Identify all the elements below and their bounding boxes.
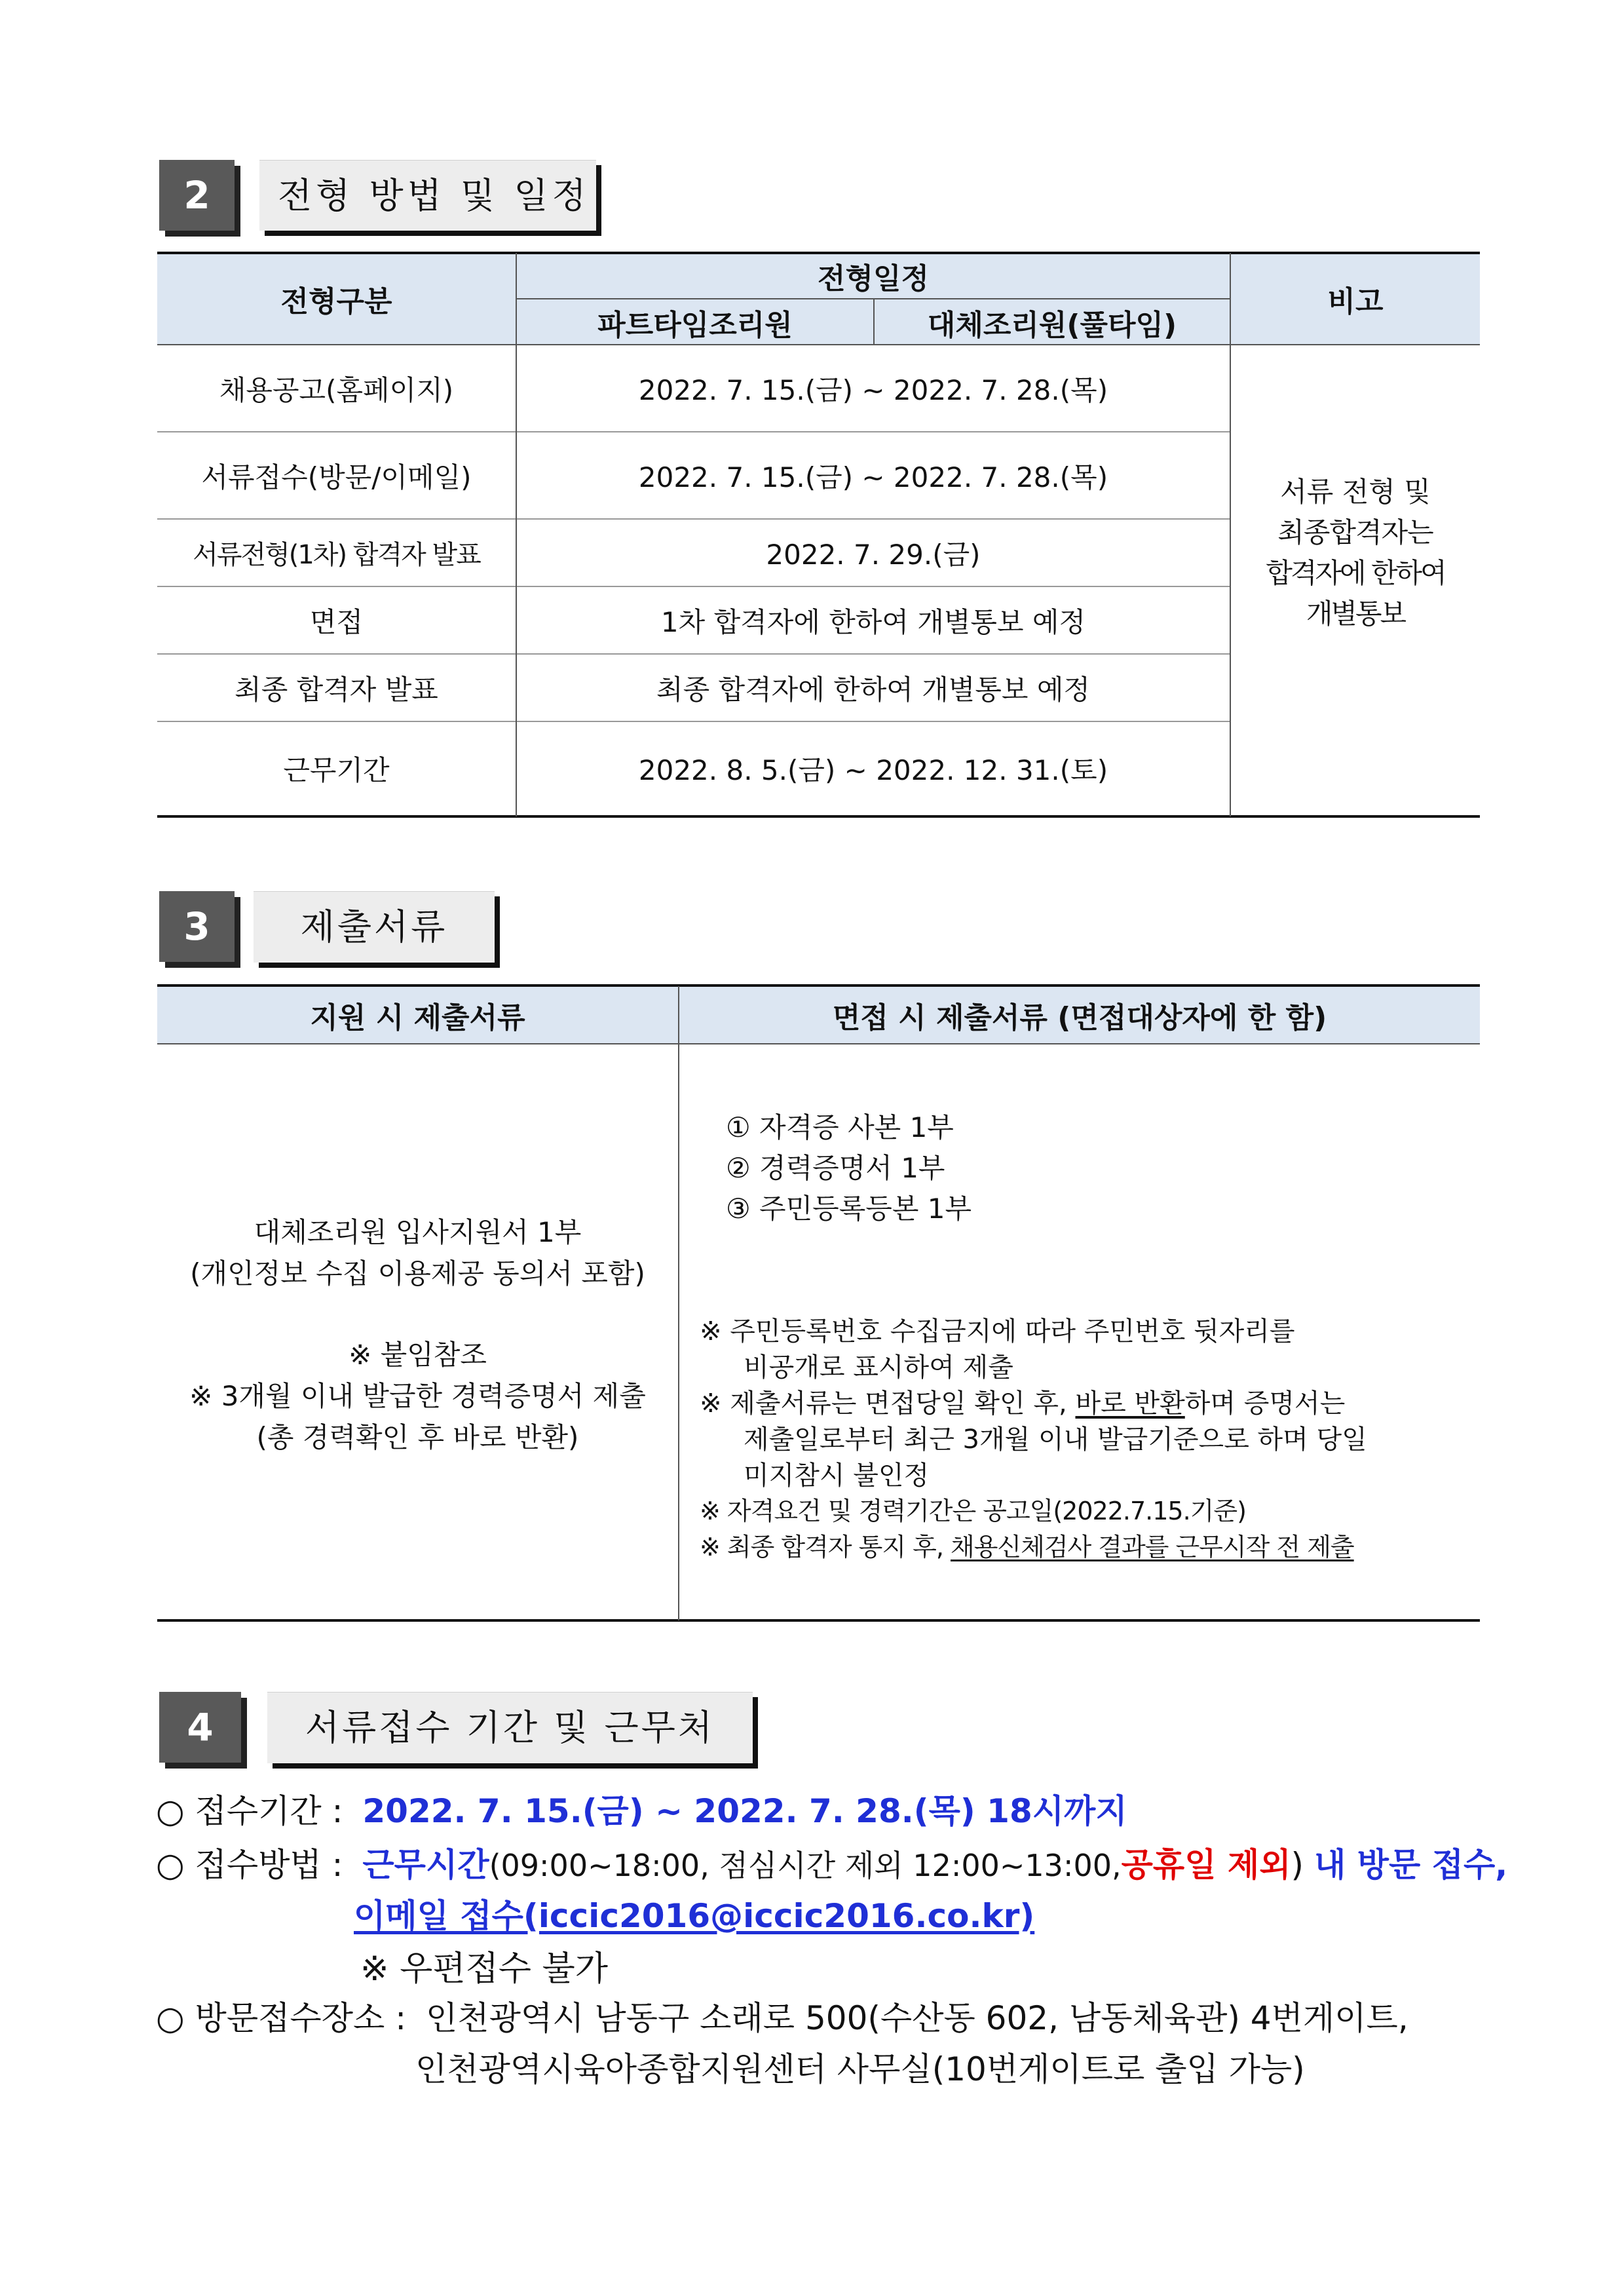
interview-document-item: ① 자격증 사본 1부 — [726, 1111, 954, 1143]
row-label-document-submission: 서류접수(방문/이메일) — [201, 461, 472, 493]
submission-email-link[interactable]: 이메일 접수(iccic2016@iccic2016.co.kr) — [354, 1897, 1035, 1935]
visit-location — [156, 1992, 1408, 2039]
no-postal-submission-note: ※ 우편접수 불가 — [360, 1949, 609, 1989]
note-underlined-text: 바로 반환 — [1075, 1388, 1185, 1419]
submission-method-hours: 근무시간 — [362, 1846, 489, 1884]
row-label-interview: 면접 — [309, 605, 364, 638]
note-documents-return-3: 미지참시 불인정 — [744, 1461, 930, 1491]
note-resident-number-1: ※ 주민등록번호 수집금지에 따라 주민번호 뒷자리를 — [700, 1316, 1295, 1347]
apply-document-form: 대체조리원 입사지원서 1부 — [254, 1216, 582, 1248]
row-value-final-announcement: 최종 합격자에 한하여 개별통보 예정 — [656, 673, 1090, 706]
submission-method-close: ) — [1291, 1846, 1314, 1884]
section-number-2: 2 — [159, 160, 235, 231]
section-title-4: 서류접수 기간 및 근무처 — [267, 1692, 753, 1763]
section-number-3: 3 — [159, 891, 235, 962]
header-interview-documents: 면접 시 제출서류 (면접대상자에 한 함) — [832, 1001, 1327, 1035]
submission-period-label: ○ 접수기간 : — [156, 1792, 343, 1830]
row-label-job-posting: 채용공고(홈페이지) — [219, 373, 454, 406]
note-line: 최종합격자는 — [1277, 516, 1433, 548]
submission-period — [156, 1785, 1127, 1832]
row-label-first-pass-announcement: 서류전형(1차) 합격자 발표 — [193, 540, 480, 570]
row-label-final-announcement: 최종 합격자 발표 — [235, 673, 438, 706]
visit-location-line2: 인천광역시육아종합지원센터 사무실(10번게이트로 출입 가능) — [415, 2050, 1305, 2088]
note-text: ※ 최종 합격자 통지 후, — [700, 1533, 951, 1561]
note-underlined-text: 채용신체검사 결과를 근무시작 전 제출 — [950, 1533, 1354, 1561]
note-line: 개별통보 — [1306, 598, 1405, 630]
row-value-work-period: 2022. 8. 5.(금) ~ 2022. 12. 31.(토) — [638, 754, 1108, 786]
note-line: 합격자에 한하여 — [1266, 557, 1445, 589]
row-value-first-pass-announcement: 2022. 7. 29.(금) — [766, 538, 981, 571]
section-title-2: 전형 방법 및 일정 — [259, 160, 596, 231]
header-schedule: 전형일정 — [817, 261, 929, 296]
row-label-work-period: 근무기간 — [283, 754, 390, 786]
header-apply-documents: 지원 시 제출서류 — [310, 1001, 525, 1035]
header-parttime-cook: 파트타임조리원 — [597, 308, 793, 342]
section-number-4: 4 — [159, 1692, 241, 1763]
header-substitute-cook: 대체조리원(풀타임) — [927, 308, 1177, 342]
note-line: 서류 전형 및 — [1280, 476, 1431, 508]
submission-method — [156, 1839, 1507, 1886]
visit-location-label: ○ 방문접수장소 : — [156, 1999, 407, 2037]
submission-method-visit: 내 방문 접수, — [1313, 1846, 1508, 1884]
interview-document-item: ③ 주민등록등본 1부 — [726, 1193, 972, 1225]
submission-method-detail: (09:00~18:00, 점심시간 제외 12:00~13:00, — [489, 1848, 1122, 1883]
note-qualification-date: ※ 자격요건 및 경력기간은 공고일(2022.7.15.기준) — [700, 1497, 1246, 1525]
row-value-job-posting: 2022. 7. 15.(금) ~ 2022. 7. 28.(목) — [638, 373, 1108, 406]
header-category: 전형구분 — [280, 285, 392, 318]
note-text: ※ 제출서류는 면접당일 확인 후, — [700, 1388, 1076, 1419]
row-value-document-submission: 2022. 7. 15.(금) ~ 2022. 7. 28.(목) — [638, 461, 1108, 493]
section-title-3: 제출서류 — [254, 891, 495, 963]
visit-location-line1: 인천광역시 남동구 소래로 500(수산동 602, 남동체육관) 4번게이트, — [425, 1999, 1408, 2037]
submission-method-holiday: 공휴일 제외 — [1121, 1846, 1291, 1884]
note-text: 하며 증명서는 — [1184, 1388, 1346, 1419]
note-cell — [1231, 472, 1480, 634]
header-note: 비고 — [1327, 285, 1384, 318]
note-resident-number-2: 비공개로 표시하여 제출 — [744, 1352, 1013, 1383]
note-documents-return-1 — [700, 1383, 1345, 1420]
row-value-interview: 1차 합격자에 한하여 개별통보 예정 — [660, 605, 1086, 638]
apply-document-career-note: ※ 3개월 이내 발급한 경력증명서 제출 — [189, 1380, 646, 1412]
apply-document-consent: (개인정보 수집 이용제공 동의서 포함) — [190, 1257, 645, 1290]
submission-method-label: ○ 접수방법 : — [156, 1846, 343, 1884]
submission-period-value: 2022. 7. 15.(금) ~ 2022. 7. 28.(목) 18시까지 — [362, 1792, 1127, 1830]
interview-document-item: ② 경력증명서 1부 — [726, 1152, 945, 1184]
apply-document-attachment-note: ※ 붙임참조 — [349, 1339, 487, 1371]
apply-document-return-note: (총 경력확인 후 바로 반환) — [256, 1421, 579, 1453]
note-health-check — [700, 1527, 1354, 1563]
note-documents-return-2: 제출일로부터 최근 3개월 이내 발급기준으로 하며 당일 — [744, 1425, 1367, 1455]
